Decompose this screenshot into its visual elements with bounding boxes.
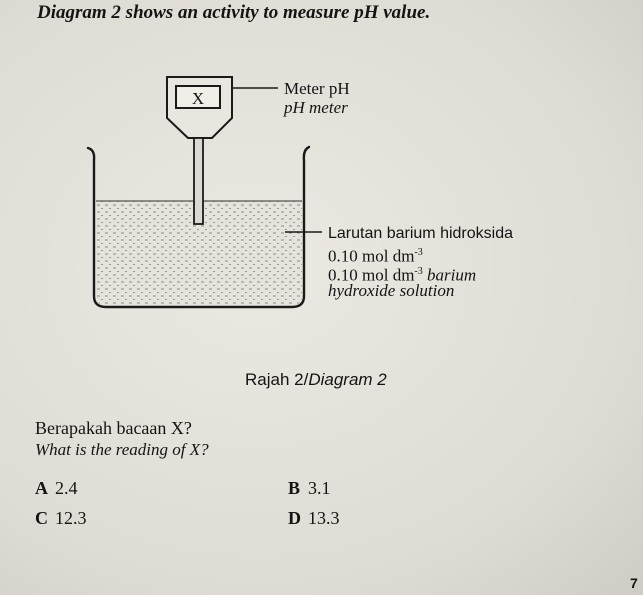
solution-label-en: hydroxide solution: [328, 281, 455, 300]
intro-text: Diagram 2 shows an activity to measure pH value.: [37, 2, 431, 23]
solution-conc-ms: 0.10 mol $dm^{-3}$: [328, 246, 423, 266]
option-b[interactable]: B 3.1: [288, 478, 331, 498]
question-ms: Berapakah bacaan X?: [35, 418, 192, 438]
meter-label-en: pH meter: [284, 98, 348, 117]
option-a[interactable]: A 2.4: [35, 478, 78, 498]
meter-label-ms: Meter pH: [284, 79, 350, 98]
meter-display-x: X: [191, 89, 205, 108]
question-en: What is the reading of X?: [35, 440, 209, 459]
option-d[interactable]: D 13.3: [288, 508, 340, 528]
meter-probe: [194, 138, 203, 224]
solution-conc-en: 0.10 mol $dm^{-3}$ barium: [328, 265, 477, 285]
solution-label-ms: Larutan barium hidroksida: [328, 225, 513, 242]
diagram-caption: Rajah 2/Diagram 2: [245, 370, 387, 389]
option-c[interactable]: C 12.3: [35, 508, 87, 528]
page-number: 7: [630, 575, 638, 591]
